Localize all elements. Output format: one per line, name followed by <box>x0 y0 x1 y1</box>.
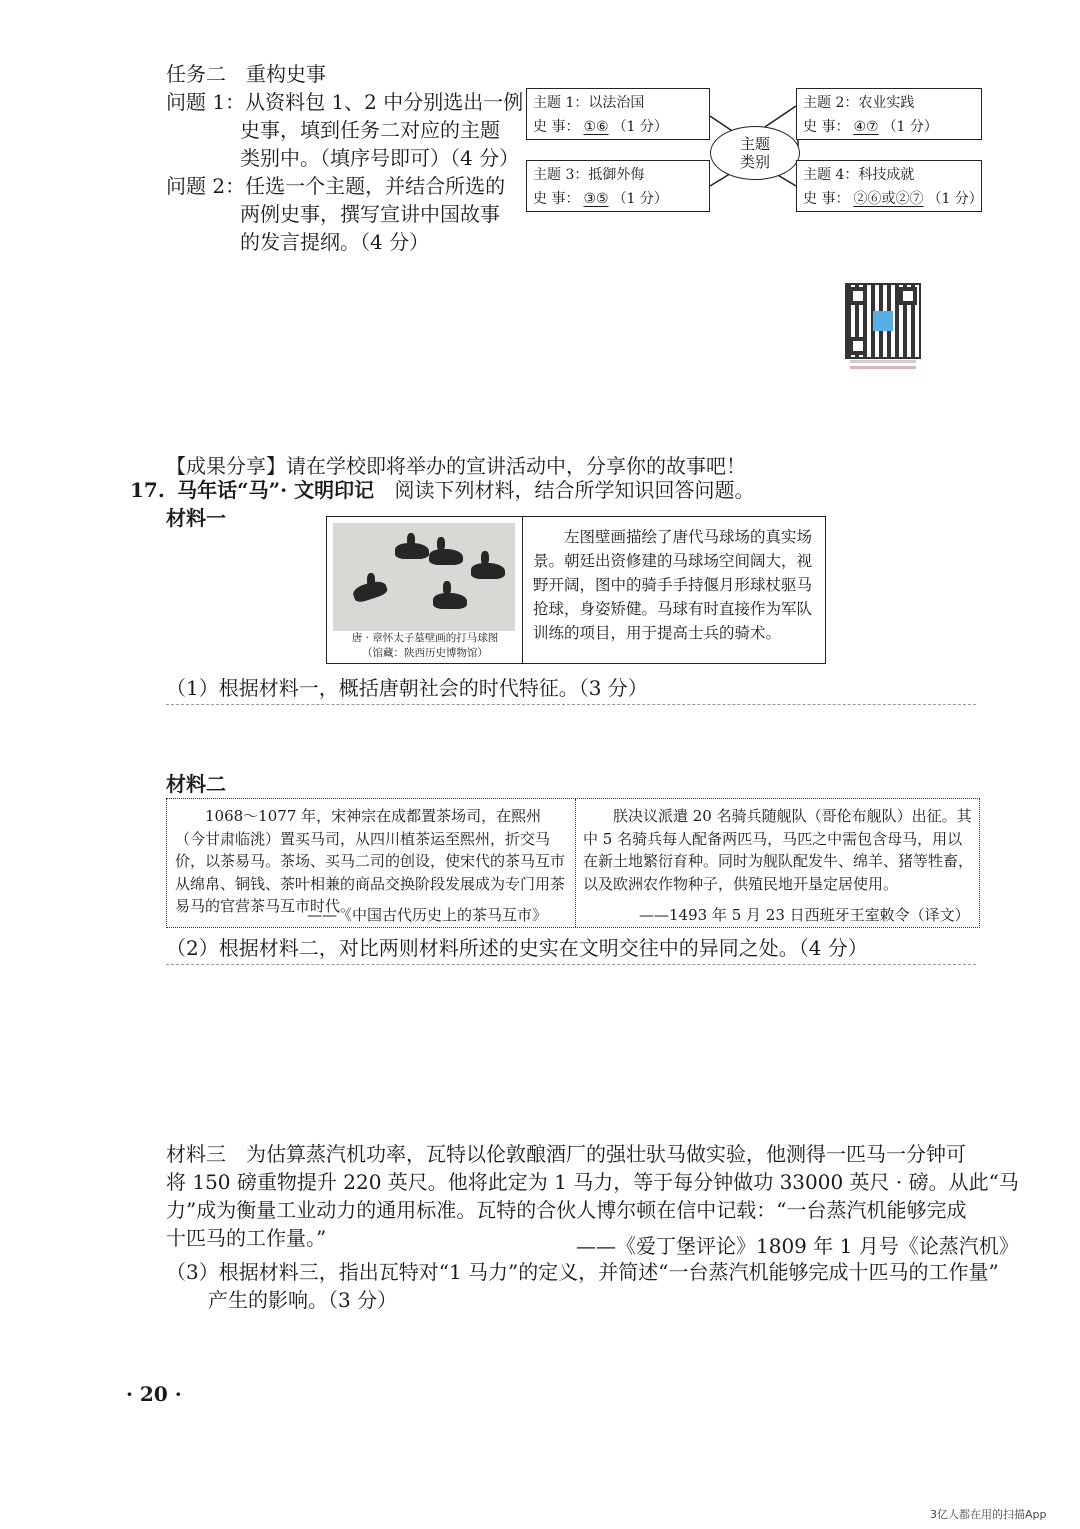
task2-block <box>166 60 523 256</box>
q17-number: 17. <box>130 478 165 502</box>
theme-3-answer-row <box>533 187 703 211</box>
qr-caption-line <box>850 360 916 363</box>
q2-line-1: 问题 2：任选一个主题，并结合所选的 <box>166 174 506 198</box>
theme-2-answer-row <box>803 115 975 139</box>
theme-3-prefix: 史 事： <box>533 191 580 207</box>
question-3-line-1: （3）根据材料三，指出瓦特对“1 马力”的定义，并简述“一台蒸汽机能够完成十匹马的工作量” <box>166 1260 999 1284</box>
polo-mural-image <box>333 523 515 631</box>
theme-4-score: （1 分） <box>927 191 983 207</box>
qr-caption-line <box>850 366 916 369</box>
theme-3-answer: ③⑤ <box>583 191 609 207</box>
theme-1-answer: ①⑥ <box>583 119 609 135</box>
mural-caption <box>331 631 519 661</box>
q17-title: 马年话“马”· 文明印记 <box>177 478 375 502</box>
theme-box-4 <box>796 160 982 212</box>
material2-left-text: 1068～1077 年，宋神宗在成都置茶场司，在熙州（今甘肃临洮）置买马司，从四川植茶运至熙州，折交马价，以茶易马。茶场、买马二司的创设，使宋代的茶马互市从绵帛、铜钱、茶叶相兼的商品交换阶段发展成为专门用茶易马的官营茶马互市时代。 <box>175 807 566 915</box>
theme-4-prefix: 史 事： <box>803 191 850 207</box>
question-2: （2）根据材料二，对比两则材料所述的史实在文明交往中的异同之处。（4 分） <box>166 936 868 960</box>
theme-box-2 <box>796 88 982 140</box>
center-label-line-2: 类别 <box>739 153 770 171</box>
theme-box-3 <box>526 160 710 212</box>
theme-4-title: 主题 4：科技成就 <box>803 167 915 183</box>
material2-right-text: 朕决议派遣 20 名骑兵随舰队（哥伦布舰队）出征。其中 5 名骑兵每人配备两匹马，马匹之中需包含母马，用以在新土地繁衍育种。同时为舰队配发牛、绵羊、猪等牲畜，以及欧洲农作物种子，供殖民地开垦定居使用。 <box>583 807 974 893</box>
theme-2-prefix: 史 事： <box>803 119 850 135</box>
task2-title: 任务二 重构史事 <box>166 62 326 86</box>
theme-2-score: （1 分） <box>882 119 938 135</box>
theme-box-1 <box>526 88 710 140</box>
q2-line-3: 的发言提纲。（4 分） <box>240 230 430 254</box>
page-number: · 20 · <box>126 1382 182 1406</box>
q1-line-2: 史事，填到任务二对应的主题 <box>240 118 500 142</box>
q1-line-3: 类别中。（填序号即可）（4 分） <box>240 146 520 170</box>
mural-caption-line-2: （馆藏：陕西历史博物馆） <box>362 647 488 659</box>
material3-line-2: 将 150 磅重物提升 220 英尺。他将此定为 1 马力，等于每分钟做功 33000 英尺 · 磅。从此“马 <box>166 1170 1019 1194</box>
theme-category-ellipse <box>710 126 800 180</box>
theme-1-title: 主题 1：以法治国 <box>533 95 645 111</box>
theme-4-answer-row <box>803 187 983 211</box>
material2-label: 材料二 <box>166 772 226 796</box>
material1-box <box>326 516 826 664</box>
material1-text: 左图壁画描绘了唐代马球场的真实场景。朝廷出资修建的马球场空间阔大，视野开阔，图中的骑手手持偃月形球杖驱马抢球，身姿矫健。马球有时直接作为军队训练的项目，用于提高士兵的骑术。 <box>533 528 813 642</box>
material3-line-3: 力”成为衡量工业动力的通用标准。瓦特的合伙人博尔顿在信中记载：“一台蒸汽机能够完成 <box>166 1198 967 1222</box>
material3-line-4: 十匹马的工作量。” <box>166 1226 327 1250</box>
question-3-line-2: 产生的影响。（3 分） <box>208 1288 398 1312</box>
mural-cell <box>327 517 523 663</box>
mural-caption-line-1: 唐 · 章怀太子墓壁画的打马球图 <box>351 632 499 644</box>
q2-line-2: 两例史事，撰写宣讲中国故事 <box>240 202 500 226</box>
material2-divider <box>575 799 576 927</box>
q17-heading <box>130 476 754 504</box>
answer-line-1 <box>166 704 976 705</box>
material3-line-1: 材料三 为估算蒸汽机功率，瓦特以伦敦酿酒厂的强壮驮马做实验，他测得一匹马一分钟可 <box>166 1142 966 1166</box>
answer-line-2 <box>166 964 976 965</box>
theme-3-score: （1 分） <box>612 191 668 207</box>
theme-1-answer-row <box>533 115 703 139</box>
material2-box <box>166 798 980 928</box>
q17-instruction: 阅读下列材料，结合所学知识回答问题。 <box>394 478 755 502</box>
material2-right-source: ——1493 年 5 月 23 日西班牙王室敕令（译文） <box>639 906 970 924</box>
theme-4-answer: ②⑥或②⑦ <box>853 191 924 207</box>
theme-1-score: （1 分） <box>612 119 668 135</box>
theme-1-prefix: 史 事： <box>533 119 580 135</box>
qr-code[interactable] <box>845 283 921 359</box>
theme-3-title: 主题 3：抵御外侮 <box>533 167 645 183</box>
share-line: 【成果分享】请在学校即将举办的宣讲活动中，分享你的故事吧！ <box>166 454 746 478</box>
question-1: （1）根据材料一，概括唐朝社会的时代特征。（3 分） <box>166 676 648 700</box>
question-3 <box>166 1258 999 1314</box>
theme-2-title: 主题 2：农业实践 <box>803 95 915 111</box>
center-label-line-1: 主题 <box>739 135 770 153</box>
theme-2-answer: ④⑦ <box>853 119 879 135</box>
material1-label: 材料一 <box>166 506 226 530</box>
q1-line-1: 问题 1：从资料包 1、2 中分别选出一例 <box>166 90 524 114</box>
material2-left-source: ——《中国古代历史上的茶马互市》 <box>307 906 548 924</box>
scanner-watermark: 3亿人都在用的扫描App <box>930 1508 1047 1521</box>
material3-source: ——《爱丁堡评论》1809 年 1 月号《论蒸汽机》 <box>576 1234 1019 1258</box>
